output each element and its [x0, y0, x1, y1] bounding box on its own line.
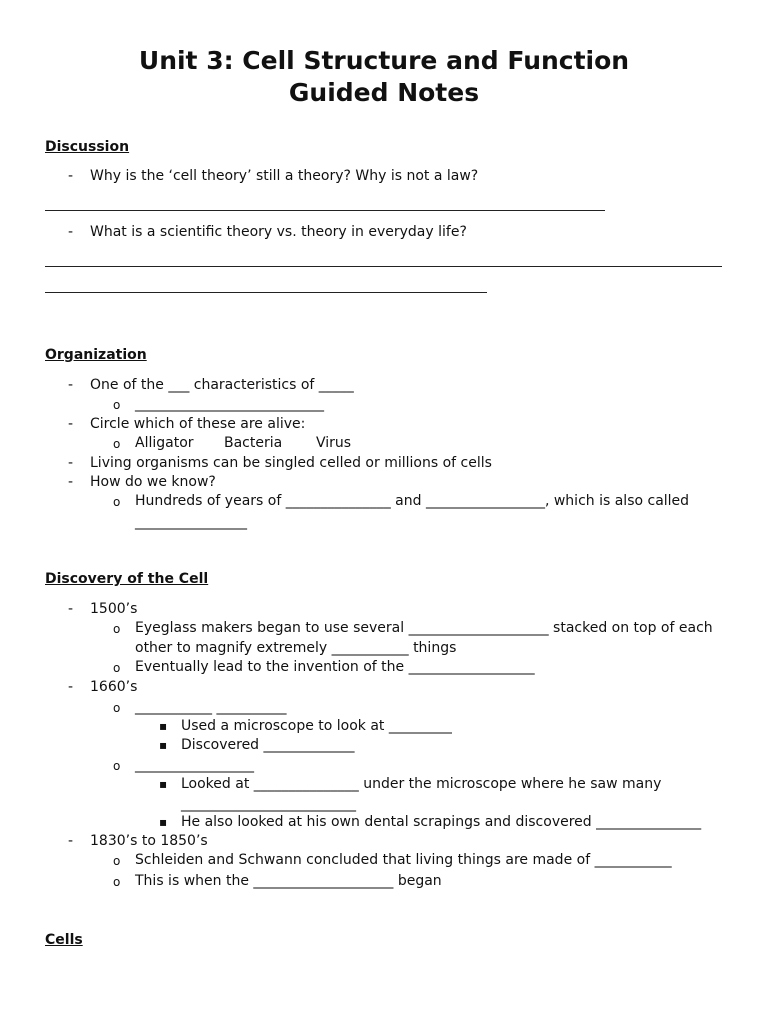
page-title: Unit 3: Cell Structure and Function	[138, 46, 630, 75]
list-subsubitem: ▪ Discovered _____________	[181, 736, 355, 755]
list-item: - 1660’s	[90, 678, 137, 697]
discussion-question-1: - Why is the ‘cell theory’ still a theory? Why is not a law?	[90, 167, 478, 186]
list-subsubitem: ▪ Used a microscope to look at _________	[181, 717, 452, 736]
answer-line	[45, 210, 605, 211]
section-heading-discovery: Discovery of the Cell	[45, 571, 209, 587]
list-subsubitem-continued: _________________________	[181, 796, 356, 812]
list-subitem: o ___________ __________	[135, 698, 286, 717]
list-subsubitem: ▪ He also looked at his own dental scrapings and discovered _______________	[181, 813, 701, 832]
option-alligator: o Alligator	[135, 434, 194, 453]
answer-line	[45, 292, 487, 293]
list-subitem: o Hundreds of years of _______________ and _________________, which is also called	[135, 492, 689, 511]
list-subitem: o Schleiden and Schwann concluded that living things are made of ___________	[135, 851, 672, 870]
list-item: - Circle which of these are alive:	[90, 415, 305, 434]
list-subitem: o Eyeglass makers began to use several ____________________ stacked on top of each	[135, 619, 713, 638]
list-subitem: o ___________________________	[135, 395, 324, 414]
list-subsubitem: ▪ Looked at _______________ under the microscope where he saw many	[181, 775, 661, 794]
list-subitem-continued: ________________	[135, 514, 247, 530]
list-item: - One of the ___ characteristics of _____	[90, 376, 354, 395]
section-heading-discussion: Discussion	[45, 139, 130, 155]
option-bacteria: Bacteria	[224, 435, 283, 451]
section-heading-cells: Cells	[45, 932, 83, 948]
list-item: - How do we know?	[90, 473, 216, 492]
discussion-question-2: - What is a scientific theory vs. theory in everyday life?	[90, 223, 467, 242]
section-heading-organization: Organization	[45, 347, 147, 363]
list-subitem-continued: other to magnify extremely ___________ things	[135, 640, 457, 656]
page-subtitle: Guided Notes	[288, 78, 480, 107]
list-subitem: o _________________	[135, 756, 254, 775]
list-subitem: o This is when the ____________________ began	[135, 872, 442, 891]
option-virus: Virus	[316, 435, 352, 451]
list-item: - 1500’s	[90, 600, 137, 619]
list-subitem: o Eventually lead to the invention of the __________________	[135, 658, 535, 677]
answer-line	[45, 266, 722, 267]
list-item: - 1830’s to 1850’s	[90, 832, 208, 851]
list-item: - Living organisms can be singled celled or millions of cells	[90, 454, 492, 473]
